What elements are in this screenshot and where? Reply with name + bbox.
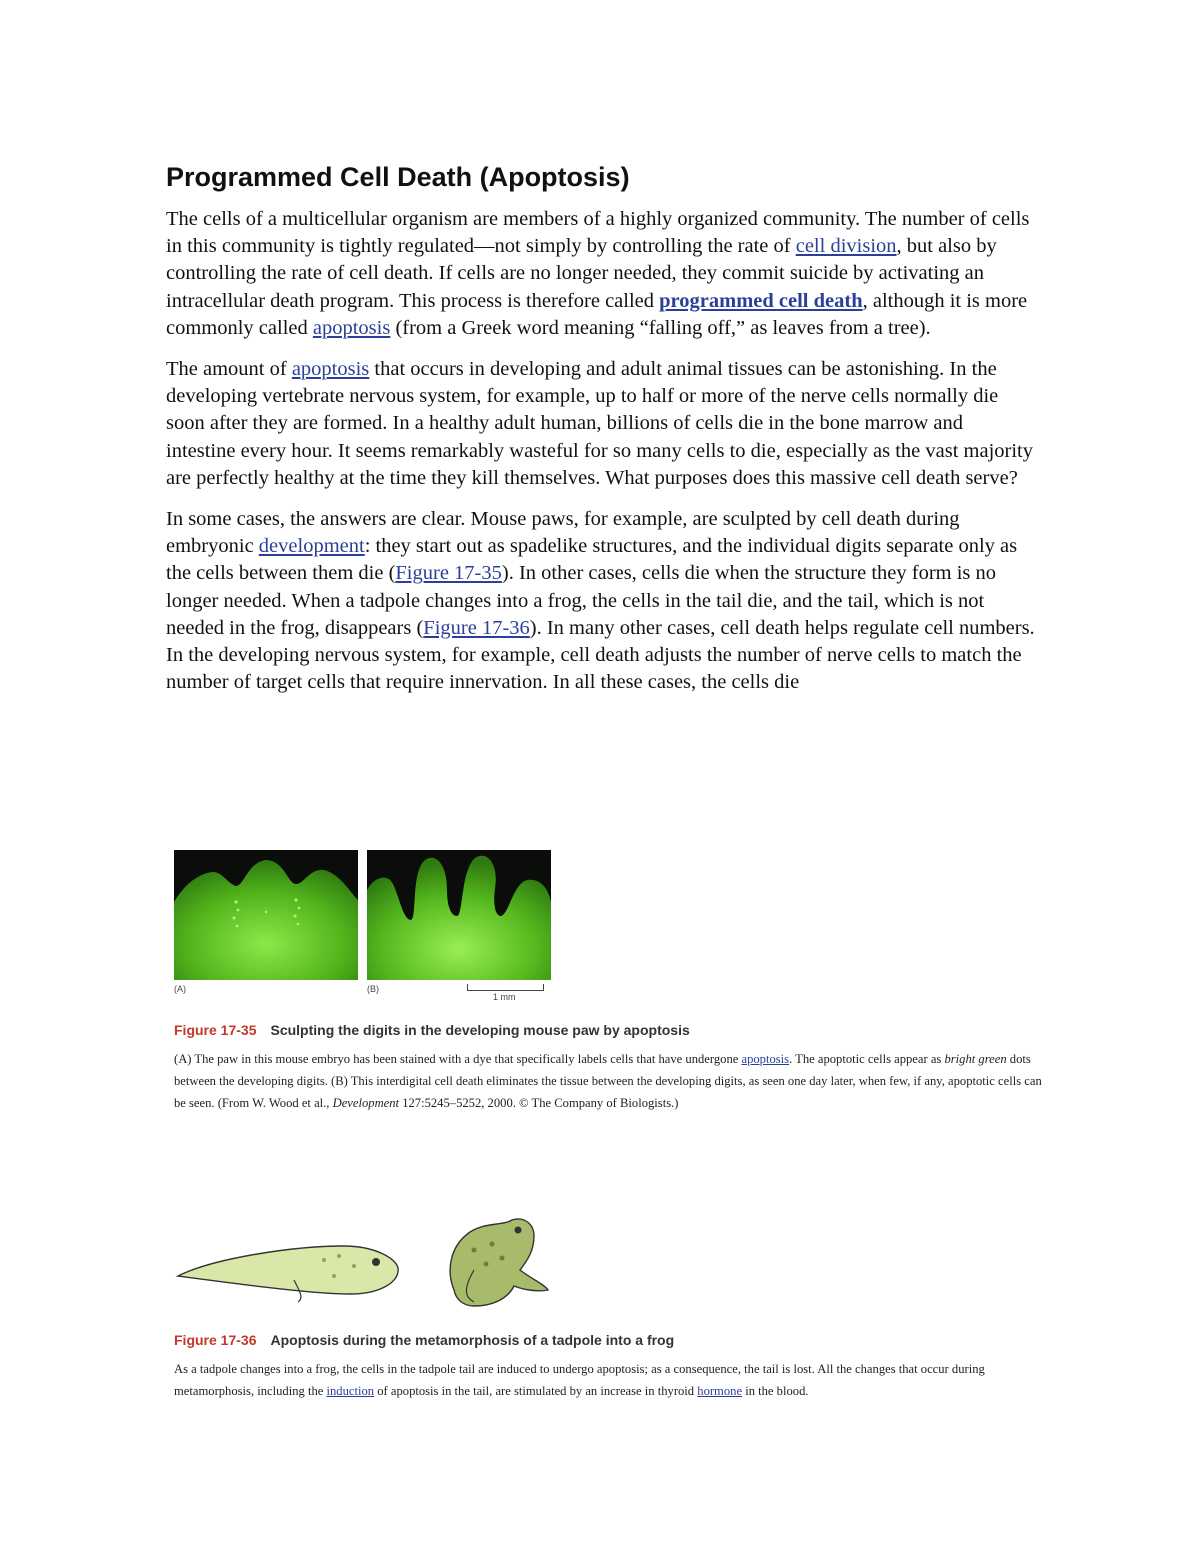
figure-17-36-title bbox=[174, 1332, 674, 1348]
paragraph-cases: In some cases, the answers are clear. Mouse paws, for example, are sculpted by cell death during embryonic development: they start out as spadelike structures, and the individual digits separate only as the cells between them die (Figure 17-35). In other cases, cells die when the structure they form is no longer needed. When a tadpole changes into a frog, the cells in the tail die, and the tail, which is not needed in the frog, disappears (Figure 17-36). In many other cases, cell death helps regulate cell numbers. In the developing nervous system, for example, cell death adjusts the number of nerve cells to match the number of target cells that require innervation. In all these cases, the cells die bbox=[166, 508, 1035, 694]
mouse-paw-image-b bbox=[367, 850, 551, 980]
tadpole-drawing bbox=[178, 1246, 398, 1302]
figure-number: Figure 17-35 bbox=[174, 1022, 257, 1038]
frog-drawing bbox=[450, 1219, 548, 1306]
scale-bar-label: 1 mm bbox=[493, 992, 516, 1002]
figure-17-35-title bbox=[174, 1022, 690, 1038]
tadpole-frog-drawing bbox=[174, 1210, 554, 1320]
figure-17-36-caption: As a tadpole changes into a frog, the cells in the tadpole tail are induced to undergo apoptosis; as a consequence, the tail is lost. All the changes that occur during metamorphosis, including the induction of apoptosis in the tail, are stimulated by an increase in thyroid hormone in the blood. bbox=[174, 1362, 985, 1398]
link-hormone[interactable]: hormone bbox=[697, 1384, 743, 1398]
link-programmed-cell-death[interactable]: programmed cell death bbox=[659, 289, 863, 312]
paragraph-amount: The amount of apoptosis that occurs in developing and adult animal tissues can be astonishing. In the developing vertebrate nervous system, for example, up to half or more of the nerve cells normally die soon after they are formed. In a healthy adult human, billions of cells die in the bone marrow and intestine every hour. It seems remarkably wasteful for so many cells to die, especially as the vast majority are perfectly healthy at the time they kill themselves. What purposes does this massive cell death serve? bbox=[166, 358, 1034, 489]
figure-17-35-caption: (A) The paw in this mouse embryo has been stained with a dye that specifically labels cells that have undergone apoptosis. The apoptotic cells appear as bright green dots between the developing digits. (B) This interdigital cell death eliminates the tissue between the developing digits, as seen one day later, when few, if any, apoptotic cells can be seen. (From W. Wood et al., Development 127:5245–5252, 2000. © The Company of Biologists.) bbox=[174, 1052, 1042, 1110]
mouse-paw-image-a bbox=[174, 850, 358, 980]
link-figure-17-35[interactable]: Figure 17-35 bbox=[395, 562, 502, 585]
link-induction[interactable]: induction bbox=[326, 1384, 375, 1398]
paragraph-intro: The cells of a multicellular organism are members of a highly organized community. The number of cells in this community is tightly regulated—not simply by controlling the rate of cell division, but also by controlling the rate of cell death. If cells are no longer needed, they commit suicide by activating an intracellular death program. This process is therefore called programmed cell death, although it is more commonly called apoptosis (from a Greek word meaning “falling off,” as leaves from a tree). bbox=[166, 208, 1030, 339]
figure-17-35-images bbox=[174, 850, 554, 1002]
link-figure-17-36[interactable]: Figure 17-36 bbox=[423, 616, 530, 639]
article-body bbox=[166, 160, 1036, 710]
scale-bar bbox=[467, 984, 544, 991]
figure-title-text: Apoptosis during the metamorphosis of a tadpole into a frog bbox=[270, 1332, 675, 1348]
figure-number: Figure 17-36 bbox=[174, 1332, 257, 1348]
figure-17-36-illustration bbox=[174, 1210, 554, 1320]
page-title: Programmed Cell Death (Apoptosis) bbox=[166, 162, 630, 192]
link-apoptosis-2[interactable]: apoptosis bbox=[291, 358, 370, 381]
link-cell-division[interactable]: cell division bbox=[795, 235, 897, 258]
panel-label-b: (B) bbox=[367, 984, 379, 994]
link-apoptosis-caption[interactable]: apoptosis bbox=[741, 1052, 790, 1066]
panel-label-a: (A) bbox=[174, 984, 186, 994]
link-development[interactable]: development bbox=[258, 535, 365, 558]
figure-title-text: Sculpting the digits in the developing mouse paw by apoptosis bbox=[270, 1022, 690, 1038]
link-apoptosis[interactable]: apoptosis bbox=[312, 316, 391, 339]
